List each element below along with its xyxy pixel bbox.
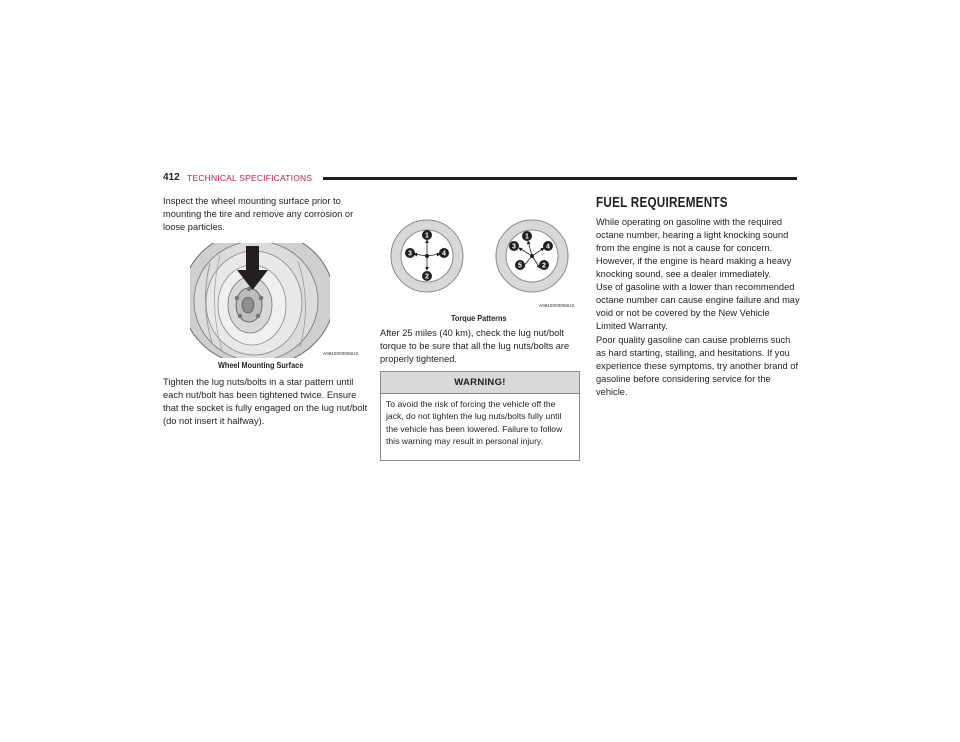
page-header xyxy=(163,172,797,186)
lug-label: 1 xyxy=(425,232,429,240)
tighten-paragraph: Tighten the lug nuts/bolts in a star pattern until each nut/bolt has been tightened twice. Ensure that the socket is fully engaged on the lug nut/bolt (do not insert it halfway). xyxy=(163,377,368,426)
fuel-paragraph-1 xyxy=(596,216,800,333)
figure-code: A0910000005US xyxy=(539,303,575,308)
torque-patterns-illustration xyxy=(390,214,580,298)
lug-label: 2 xyxy=(542,262,546,270)
page-number: 412 xyxy=(163,172,180,183)
section-title: TECHNICAL SPECIFICATIONS xyxy=(187,172,313,183)
lug-label: 4 xyxy=(442,250,446,258)
fuel-paragraph-2: Poor quality gasoline can cause problems such as hard starting, stalling, and hesitations. If you experience these symptoms, try another brand of gasoline before considering service for the vehicle. xyxy=(596,335,799,397)
warning-title: WARNING! xyxy=(381,372,579,394)
fuel-paragraph-1a: While operating on gasoline with the required octane number, hearing a light knocking sound from the engine is not a cause for concern. However, if the engine is heard making a heavy knocking sound, see a dealer immediately. xyxy=(596,217,792,279)
section-heading: FUEL REQUIREMENTS xyxy=(596,194,728,211)
intro-paragraph: Inspect the wheel mounting surface prior to mounting the tire and remove any corrosion or loose particles. xyxy=(163,196,354,232)
lug-label: 2 xyxy=(425,273,429,281)
wheel-mounting-surface-image xyxy=(190,243,330,358)
lug-label: 3 xyxy=(408,250,412,258)
wheel-illustration xyxy=(190,243,330,358)
figure-code: A0910000006US xyxy=(323,351,359,356)
lug-label: 5 xyxy=(518,262,522,270)
warning-text: To avoid the risk of forcing the vehicle off the jack, do not tighten the lug nuts/bolts fully until the vehicle has been lowered. Failure to follow this warning may result in personal injury. xyxy=(386,399,563,446)
four-lug-pattern xyxy=(391,220,463,292)
warning-box xyxy=(380,371,580,461)
torque-patterns-image xyxy=(390,214,580,298)
header-rule xyxy=(323,177,797,180)
figure-caption: Torque Patterns xyxy=(451,313,507,323)
fuel-paragraph-1b: Use of gasoline with a lower than recommended octane number can cause engine failure and may void or not be covered by the New Vehicle Limited Warranty. xyxy=(596,282,800,331)
after-paragraph: After 25 miles (40 km), check the lug nut/bolt torque to be sure that all the lug nuts/bolts are properly tightened. xyxy=(380,328,570,364)
lug-label: 4 xyxy=(546,243,550,251)
five-lug-pattern xyxy=(496,220,568,292)
lug-label: 3 xyxy=(512,243,516,251)
lug-label: 1 xyxy=(525,233,529,241)
figure-caption: Wheel Mounting Surface xyxy=(218,360,304,370)
